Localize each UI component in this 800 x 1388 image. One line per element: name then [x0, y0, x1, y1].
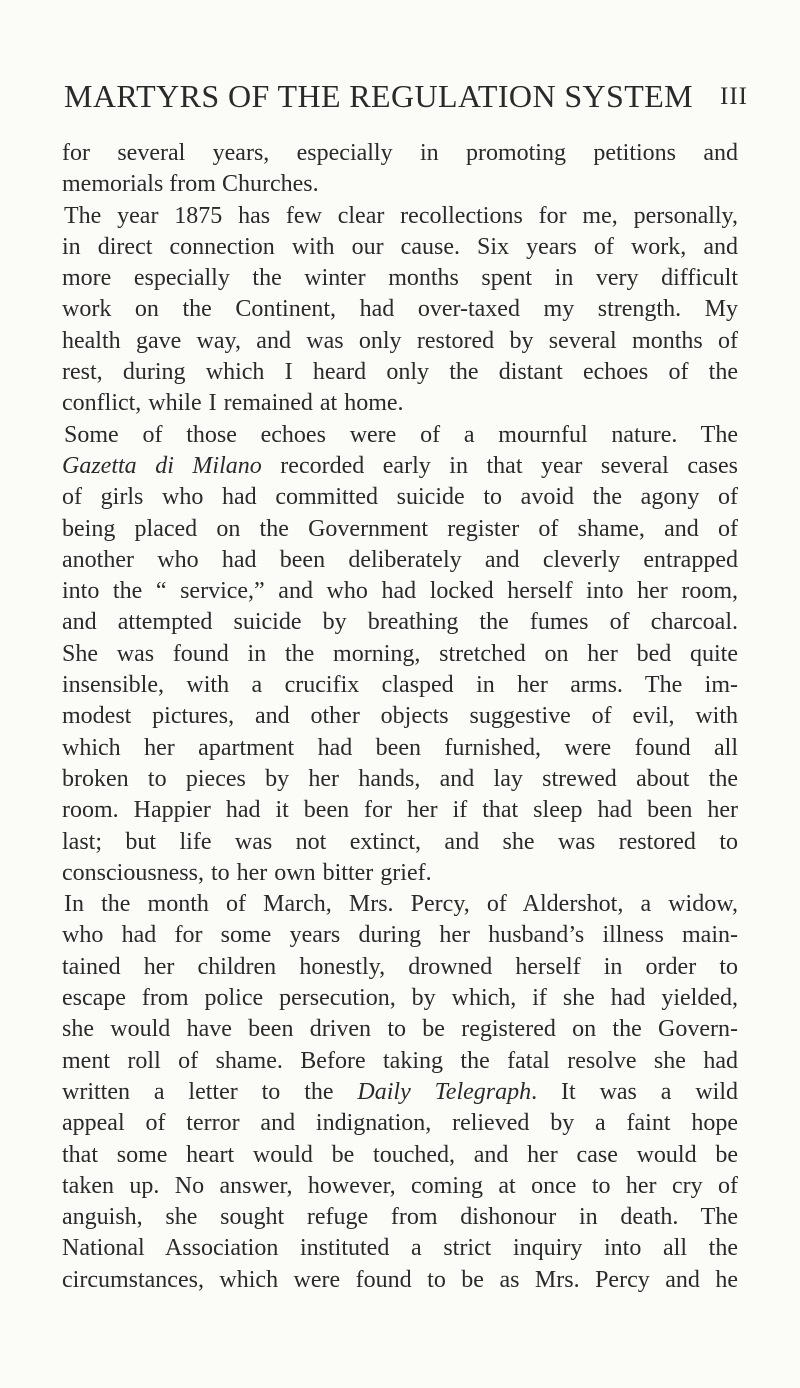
- text-line: memorials from Churches.: [62, 171, 319, 198]
- text-line: conflict, while I remained at home.: [62, 390, 404, 417]
- text-line: ment roll of shame. Before taking the fatal resolve she had: [62, 1047, 738, 1074]
- text-line-with-italic: written a letter to the Daily Telegraph. It was a wild: [62, 1078, 739, 1105]
- text-line: National Association instituted a strict inquiry into all the: [62, 1235, 738, 1262]
- text-line: health gave way, and was only restored by several months of: [62, 327, 738, 354]
- text-line: and attempted suicide by breathing the fumes of charcoal.: [62, 609, 738, 636]
- text-line: last; but life was not extinct, and she was restored to: [62, 828, 738, 855]
- running-head: [64, 78, 748, 118]
- text-line: circumstances, which were found to be as Mrs. Percy and he: [62, 1266, 738, 1293]
- text-line: room. Happier had it been for her if that sleep had been her: [62, 797, 738, 824]
- text-line: being placed on the Government register of shame, and of: [62, 515, 738, 542]
- italic-title: Daily Telegraph: [357, 1078, 532, 1105]
- text-line: She was found in the morning, stretched on her bed quite: [62, 640, 738, 667]
- text-line: more especially the winter months spent in very difficult: [62, 265, 738, 292]
- text-line: rest, during which I heard only the distant echoes of the: [62, 359, 738, 386]
- text-line: taken up. No answer, however, coming at once to her cry of: [62, 1172, 738, 1199]
- text-line: into the “ service,” and who had locked herself into her room,: [62, 578, 738, 605]
- text-line: which her apartment had been furnished, were found all: [62, 734, 738, 761]
- text-line: she would have been driven to be registered on the Govern-: [62, 1016, 738, 1043]
- text-line: escape from police persecution, by which, if she had yielded,: [62, 985, 738, 1012]
- text-line: another who had been deliberately and cleverly entrapped: [62, 546, 738, 573]
- text-line: in direct connection with our cause. Six years of work, and: [62, 233, 738, 260]
- text-line: broken to pieces by her hands, and lay strewed about the: [62, 765, 738, 792]
- italic-title: Gazetta di Milano: [62, 452, 262, 479]
- text-line: insensible, with a crucifix clasped in her arms. The im-: [62, 672, 738, 699]
- running-title: MARTYRS OF THE REGULATION SYSTEM: [64, 78, 694, 114]
- paragraph-start-line: In the month of March, Mrs. Percy, of Aldershot, a widow,: [64, 891, 738, 918]
- paragraph-start-line: Some of those echoes were of a mournful nature. The: [64, 421, 738, 448]
- text-line: of girls who had committed suicide to avoid the agony of: [62, 484, 738, 511]
- paragraph-start-line: The year 1875 has few clear recollections for me, personally,: [64, 202, 738, 229]
- text-line: who had for some years during her husband’s illness main-: [62, 922, 738, 949]
- text-line: consciousness, to her own bitter grief.: [62, 859, 432, 886]
- text-line-with-italic: Gazetta di Milano recorded early in that year several cases: [62, 452, 739, 479]
- text-line: that some heart would be touched, and her case would be: [62, 1141, 738, 1168]
- text-line: modest pictures, and other objects suggestive of evil, with: [62, 703, 738, 730]
- text-line: appeal of terror and indignation, relieved by a faint hope: [62, 1110, 738, 1137]
- text-line: for several years, especially in promoting petitions and: [62, 140, 738, 166]
- text-line: tained her children honestly, drowned herself in order to: [62, 953, 738, 980]
- text-line: anguish, she sought refuge from dishonour in death. The: [62, 1204, 738, 1231]
- text-line: work on the Continent, had over-taxed my strength. My: [62, 296, 738, 323]
- page-number: III: [720, 83, 748, 110]
- body-text: [62, 138, 738, 1296]
